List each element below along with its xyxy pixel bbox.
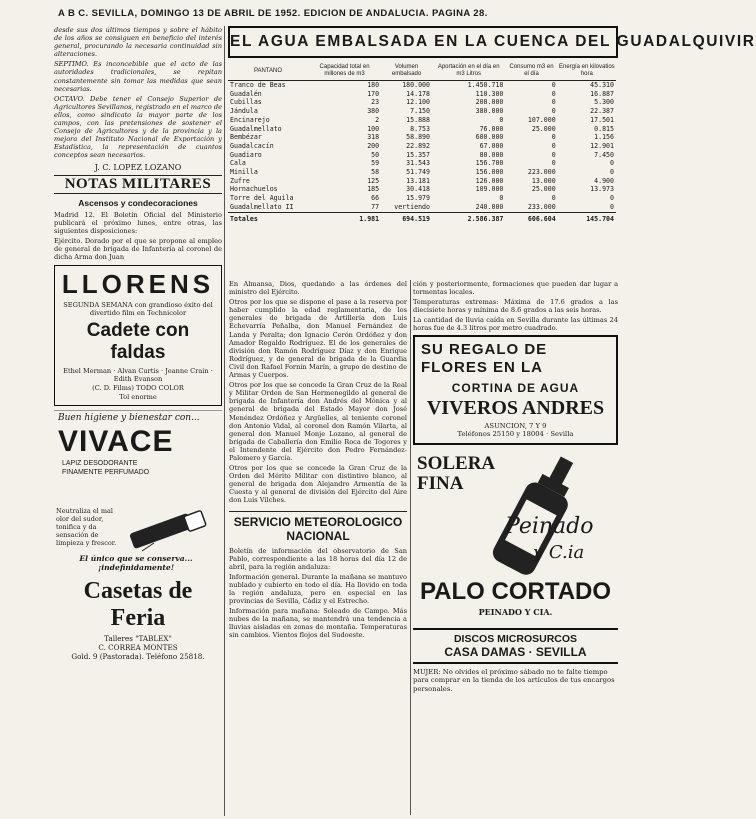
reservoir-name: Cubillas xyxy=(230,98,262,107)
solera-word: SOLERA xyxy=(417,452,496,474)
table-cell: 0 xyxy=(551,133,556,142)
table-cell: 240.000 xyxy=(475,202,504,211)
table-row xyxy=(228,107,616,116)
reservoir-name: Cala xyxy=(230,159,246,168)
right-column xyxy=(413,280,618,816)
table-row xyxy=(228,81,616,90)
table-cell: 170 xyxy=(367,89,380,98)
table-cell: 12.100 xyxy=(406,98,430,107)
vivace-sub-1: LAPIZ DESODORANTE xyxy=(62,460,138,468)
film-title: Cadete con faldas xyxy=(86,320,190,364)
viveros-phone: Teléfonos 25150 y 18004 · Sevilla xyxy=(457,430,574,439)
peinado-company: PEINADO Y CIA. xyxy=(478,606,553,617)
table-cell: 180.000 xyxy=(402,81,430,89)
article-septimo: SEPTIMO. Es inconcebible que el acto de las autoridades tradicionales, se repitan constantemente sin tomar las medidas que sean necesarias. xyxy=(54,60,222,93)
y-cia: y C.ia xyxy=(533,541,585,563)
table-cell: 15.357 xyxy=(406,150,430,159)
casetas-line-1: Talleres "TABLEX" xyxy=(104,634,172,644)
table-cell: 77 xyxy=(371,202,380,211)
table-cell: 51.749 xyxy=(406,168,430,177)
table-row xyxy=(228,151,616,160)
column-header: Volumen embalsado xyxy=(381,62,432,81)
vivace-slogan: Buen higiene y bienestar con... xyxy=(58,413,200,424)
mujer-notice: MUJER: No olvides el próximo sábado no te falte tiempo para comprar en la tienda de los artículos de tus encargos personales. xyxy=(413,667,615,693)
table-cell: 30.418 xyxy=(406,185,430,194)
casetas-line-2: C. CORREA MONTES xyxy=(98,643,178,653)
table-cell: 180 xyxy=(367,81,380,89)
peinado-ad xyxy=(413,450,618,620)
table-cell: 233.000 xyxy=(527,202,556,211)
table-cell: 0 xyxy=(551,159,556,168)
viveros-name: VIVEROS ANDRES xyxy=(426,396,605,419)
column-rule xyxy=(224,26,225,816)
table-cell: 31.543 xyxy=(406,159,430,168)
reservoir-name: Totales xyxy=(228,212,308,223)
reservoir-name: Torre del Aguila xyxy=(230,194,294,203)
table-row xyxy=(228,185,616,194)
table-cell: 208.000 xyxy=(475,98,504,107)
mil-text-4: Otros por los que se concede la Gran Cruz de la Orden del Mérito Militar con distintivo blanco, al general de brigada don Alejandro Armentía de la Cuesta y al general de división del Ejército del Aire don Luis Vilches. xyxy=(229,464,407,505)
table-cell: 8.753 xyxy=(410,124,430,133)
viveros-address: ASUNCION, 7 Y 9 xyxy=(484,421,547,430)
table-cell: 80.000 xyxy=(479,150,504,159)
column-header: Capacidad total en millones de m3 xyxy=(308,62,381,81)
llorens-ad xyxy=(54,265,222,406)
table-cell: 1.156 xyxy=(594,133,614,142)
table-cell: 25.000 xyxy=(531,124,556,133)
table-cell: 4.900 xyxy=(594,176,614,185)
table-cell: 76.000 xyxy=(479,124,504,133)
table-cell: 0 xyxy=(499,115,504,124)
palo-cortado: PALO CORTADO xyxy=(419,577,612,605)
table-cell: 0 xyxy=(610,202,614,211)
table-cell: 66 xyxy=(371,194,380,203)
table-cell: 110.300 xyxy=(475,89,504,98)
llorens-line-2: Ethel Merman · Alvan Curtis · Jeanne Crain · Edith Evanson xyxy=(63,367,213,384)
weather-text-1: ción y posteriormente, formaciones que pueden dar lugar a tormentas locales. xyxy=(413,280,618,297)
vivace-sub-2: FINAMENTE PERFUMADO xyxy=(62,469,150,477)
llorens-line-4: Tol enorme xyxy=(119,393,157,402)
reservoir-name: Zufre xyxy=(230,176,250,185)
mil-text-3: Otros por los que se concede la Gran Cruz de la Real y Militar Orden de San Hermenegildo al general de brigada de Infantería don Andrés del Mónica y al general de brigada del Estado Mayor don José Menéndez Ordóñez y Argüelles, al teniente coronel don Antonio Vidal, al coronel don Ramón Vilarta, al general don Manuel Monje Lozano, al general de brigada de Caballería don Emilio Roca de Togores y el Intendente del Ejército don Pedro Fernández-Palomero y García. xyxy=(229,381,407,462)
column-header: Aportación en el día en m3 Litros xyxy=(432,62,505,81)
table-cell: vertiendo xyxy=(394,202,430,211)
table-cell: 156.700 xyxy=(475,159,504,168)
table-row xyxy=(228,133,616,142)
flores-line-1: SU REGALO DE xyxy=(421,340,548,358)
llorens-line-3: (C. D. Films) TODO COLOR xyxy=(92,384,184,393)
notas-text: Madrid 12. El Boletín Oficial del Ministerio publicará el próximo lunes, entre otras, las siguientes disposiciones: xyxy=(54,210,222,235)
table-row xyxy=(228,194,616,203)
vivace-footer: El único que se conserva... ¡indefinidamente! xyxy=(79,554,193,573)
reservoir-name: Encinarejo xyxy=(230,115,270,124)
middle-column xyxy=(229,280,407,816)
table-cell: 13.973 xyxy=(590,185,614,194)
reservoir-name: Guadiaro xyxy=(230,150,262,159)
table-cell: 45.310 xyxy=(590,81,614,89)
flores-line-2: FLORES EN LA xyxy=(421,358,544,376)
table-cell: 67.000 xyxy=(479,141,504,150)
table-cell: 606.604 xyxy=(505,212,557,223)
totals-row xyxy=(228,212,616,223)
meteo-title: SERVICIO METEOROLOGICO NACIONAL xyxy=(229,511,407,543)
table-cell: 600.000 xyxy=(475,133,504,142)
table-cell: 0 xyxy=(551,150,556,159)
reservoir-section xyxy=(228,26,756,278)
reservoir-name: Guadalén xyxy=(230,89,262,98)
notas-militares-title: NOTAS MILITARES xyxy=(54,175,222,194)
table-cell: 16.887 xyxy=(590,89,614,98)
table-cell: 107.000 xyxy=(527,115,556,124)
table-cell: 200 xyxy=(367,141,380,150)
table-cell: 22.387 xyxy=(590,107,614,116)
table-cell: 13.000 xyxy=(531,176,556,185)
table-cell: 5.300 xyxy=(594,98,614,107)
vivace-ad xyxy=(54,410,222,574)
table-cell: 2 xyxy=(375,115,380,124)
reservoir-name: Guadalmellato xyxy=(230,124,282,133)
table-header-row xyxy=(228,62,616,81)
ascensos-subhead: Ascensos y condecoraciones xyxy=(78,197,198,208)
table-cell: 0 xyxy=(610,194,614,203)
deodorant-stick-icon xyxy=(126,509,210,553)
table-cell: 145.704 xyxy=(558,212,616,223)
table-row xyxy=(228,116,616,125)
table-row xyxy=(228,177,616,186)
table-cell: 58 xyxy=(371,168,380,177)
meteo-text-2: Información general. Durante la mañana se mantuvo nublado y cubierto en todo el día. Ha llovido en toda la región andaluza, pero en especial en las provincias de Sevilla, Cádiz y el Estrecho. xyxy=(229,572,407,606)
llorens-line-1: SEGUNDA SEMANA con grandioso éxito del divertido film en Technicolor xyxy=(63,301,213,318)
meteo-text-3: Información para mañana: Soleado de Campo. Más nubes de la mañana, se mantendrá una tendencia a lluvias aisladas en zonas de montaña. Temperaturas sin cambios. Vientos flojos del Sudoeste. xyxy=(229,607,407,640)
table-cell: 0 xyxy=(551,98,556,107)
table-cell: 318 xyxy=(367,133,380,142)
table-cell: 0 xyxy=(551,141,556,150)
table-cell: 380.000 xyxy=(475,107,504,116)
casetas-line-3: Gold. 9 (Pastorada). Teléfono 25818. xyxy=(71,652,205,662)
viveros-ad xyxy=(413,335,618,445)
reservoir-name: Minilla xyxy=(230,168,258,177)
table-cell: 126.000 xyxy=(475,176,504,185)
peinado-brand: Peinado xyxy=(505,513,594,539)
weather-text-3: La cantidad de lluvia caída en Sevilla durante las últimas 24 horas fue de 4.3 litros por metro cuadrado. xyxy=(413,316,618,333)
table-cell: 25.000 xyxy=(531,185,556,194)
table-cell: 0 xyxy=(499,194,504,203)
table-cell: 223.000 xyxy=(527,168,556,177)
mil-text-1: En Almansa, Dios, quedando a las órdenes del ministro del Ejército. xyxy=(229,280,407,297)
table-cell: 125 xyxy=(367,176,380,185)
reservoir-name: Guadalcacín xyxy=(230,141,274,150)
article-signature: J. C. LOPEZ LOZANO xyxy=(94,162,182,172)
table-cell: 0 xyxy=(551,194,556,203)
mil-text-2: Otros por los que se dispone el pase a la reserva por haber cumplido la edad reglamentaria, de los generales de brigada de Artillería don Luis Echevarría Peñalba, don Manuel Fernández de Landa y Peralta; don Ignacio Cerón Ordóñez y don Amador Regaldo Rodríguez. El de los generales de división don Ramón Rodríguez Díaz y don Enrique Rodríguez, y de general de brigada de la Guardia Civil don Rafael Fornín Marín, a grupo de destino de Armas y Cuerpos. xyxy=(229,298,407,380)
cortina-text: CORTINA DE AGUA xyxy=(451,380,580,395)
table-cell: 694.519 xyxy=(381,212,432,223)
solera-label xyxy=(417,454,495,494)
weather-text-2: Temperaturas extremas: Máxima de 17.6 grados a las diecisiete horas y mínima de 8.6 grados a las seis horas. xyxy=(413,298,618,315)
table-cell: 7.450 xyxy=(594,150,614,159)
fina-word: FINA xyxy=(417,472,464,494)
article-octavo: OCTAVO. Debe tener el Consejo Superior de Agricultores Sevillanos, registrado en el marco de ellos, como sindicato la mayor parte de los campos, con las pretensiones de sostener el Consejo de Agricultores y de la provincia y la mejora del Instituto Nacional de Exportación y Estadística, la representación de cuantos conceptos sean necesarios. xyxy=(54,94,222,160)
reservoir-name: Hornachuelos xyxy=(230,185,278,194)
reservoir-name: Guadalmellato II xyxy=(230,202,294,211)
table-row xyxy=(228,98,616,107)
table-cell: 0 xyxy=(551,89,556,98)
llorens-title: LLORENS xyxy=(61,269,215,300)
reservoir-table xyxy=(228,62,616,223)
article-intro: desde sus dos últimos tiempos y sobre el hábito de los años se consiguen en beneficio del interés general, procurando la necesaria continuidad sin alteraciones. xyxy=(54,26,222,59)
table-cell: 380 xyxy=(367,107,380,116)
left-column xyxy=(54,26,222,816)
table-cell: 1.981 xyxy=(308,212,381,223)
table-cell: 59 xyxy=(371,159,380,168)
meteo-text-1: Boletín de información del observatorio de San Pablo, correspondiente a las 18 horas del día 12 de abril, para la región andaluza: xyxy=(229,546,407,571)
column-header: Consumo m3 en el día xyxy=(505,62,557,81)
table-cell: 12.901 xyxy=(590,141,614,150)
column-header: PANTANO xyxy=(228,62,308,81)
column-header: Energía en kilovatios hora xyxy=(558,62,616,81)
table-cell: 156.000 xyxy=(475,168,504,177)
page-header: A B C. SEVILLA, DOMINGO 13 DE ABRIL DE 1952. EDICION DE ANDALUCIA. PAGINA 28. xyxy=(58,8,488,19)
table-row xyxy=(228,168,616,177)
table-cell: 58.890 xyxy=(406,133,430,142)
table-cell: 185 xyxy=(367,185,380,194)
table-cell: 23 xyxy=(371,98,380,107)
table-cell: 2.586.387 xyxy=(432,212,505,223)
casetas-title: Casetas de Feria xyxy=(83,578,193,632)
vivace-description: Neutraliza el mal olor del sudor, tonifica y da sensación de limpieza y frescor. xyxy=(56,507,117,548)
table-cell: 13.181 xyxy=(406,176,430,185)
table-cell: 17.501 xyxy=(590,115,614,124)
discos-ad xyxy=(413,628,618,664)
reservoir-name: Bembézar xyxy=(230,133,262,142)
discos-line-2: CASA DAMAS · SEVILLA xyxy=(444,644,587,659)
table-cell: 1.450.718 xyxy=(467,81,504,89)
table-cell: 22.892 xyxy=(406,141,430,150)
vivace-brand: VIVACE xyxy=(58,425,174,459)
column-rule xyxy=(410,280,411,815)
discos-line-1: DISCOS MICROSURCOS xyxy=(453,632,578,645)
table-row xyxy=(228,125,616,134)
table-row xyxy=(228,159,616,168)
table-cell: 0 xyxy=(610,168,614,177)
table-cell: 15.979 xyxy=(406,194,430,203)
table-cell: 7.150 xyxy=(410,107,430,116)
table-cell: 0 xyxy=(610,159,614,168)
table-cell: 0 xyxy=(551,81,556,89)
table-cell: 15.888 xyxy=(406,115,430,124)
reservoir-table-title: EL AGUA EMBALSADA EN LA CUENCA DEL GUADALQUIVIR xyxy=(228,26,618,58)
table-cell: 50 xyxy=(371,150,380,159)
table-cell: 109.000 xyxy=(475,185,504,194)
table-row xyxy=(228,90,616,99)
table-cell: 14.178 xyxy=(406,89,430,98)
table-row xyxy=(228,203,616,212)
table-cell: 100 xyxy=(367,124,380,133)
table-row xyxy=(228,142,616,151)
reservoir-name: Jándula xyxy=(230,107,258,116)
ejercito-text: Ejército. Dorado por el que se propone al empleo de general de brigada de Infantería al coronel de dicha Arma don Juan xyxy=(54,236,222,261)
table-cell: 0.815 xyxy=(594,124,614,133)
table-cell: 0 xyxy=(551,107,556,116)
reservoir-name: Tranco de Beas xyxy=(230,81,286,89)
